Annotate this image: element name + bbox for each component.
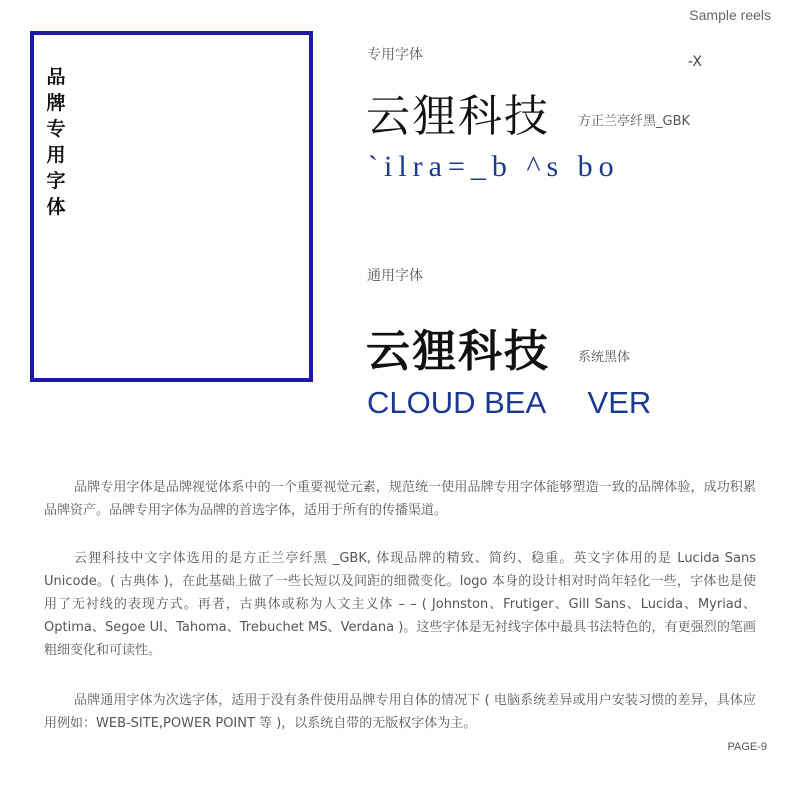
dedicated-font-label: 专用字体: [367, 47, 423, 63]
page-number: PAGE-9: [727, 741, 767, 753]
brand-font-title: 品牌专用字体: [46, 66, 66, 218]
general-font-label: 通用字体: [367, 268, 423, 284]
brand-name-en-dedicated: `ilra=_b ^s bo: [368, 150, 620, 183]
brand-name-cn-general: 云狸科技: [366, 326, 550, 377]
brand-name-en-general: CLOUD BEA VER: [367, 385, 652, 420]
brand-font-frame: [30, 31, 313, 382]
paragraph-general-font: 品牌通用字体为次选字体，适用于没有条件使用品牌专用自体的情况下 ( 电脑系统差异或用户安装习惯的差异，具体应用例如：WEB-SITE,POWER POINT 等 )，以系统自带的无版权字体为主。: [44, 693, 756, 731]
general-font-name: 系统黑体: [578, 350, 631, 365]
brand-name-cn-dedicated: 云狸科技: [366, 91, 550, 142]
x-mark: -X: [688, 54, 702, 70]
sample-reels-label: Sample reels: [689, 7, 771, 23]
paragraph-font-choice: 云狸科技中文字体选用的是方正兰亭纤黑 _GBK, 体现品牌的精致、简约、稳重。英文字体用的是 Lucida Sans Unicode。( 古典体 )，在此基础上做了一些长短以及间距的细微变化。logo 本身的设计相对时尚年轻化一些，字体也是使用了无衬线的表现方式。再者，古典体或称为人文主义体 – – ( Johnston、Frutiger、Gill Sans、Lucida、Myriad、Optima、Segoe UI、Tahoma、Trebuchet MS、Verdana )。这些字体是无衬线字体中最具书法特色的，有更强烈的笔画粗细变化和可读性。: [44, 551, 756, 658]
paragraph-brand-font: 品牌专用字体是品牌视觉体系中的一个重要视觉元素，规范统一使用品牌专用字体能够塑造一致的品牌体验，成功积累品牌资产。品牌专用字体为品牌的首选字体，适用于所有的传播渠道。: [44, 480, 756, 518]
dedicated-font-name: 方正兰亭纤黑_GBK: [578, 114, 691, 129]
